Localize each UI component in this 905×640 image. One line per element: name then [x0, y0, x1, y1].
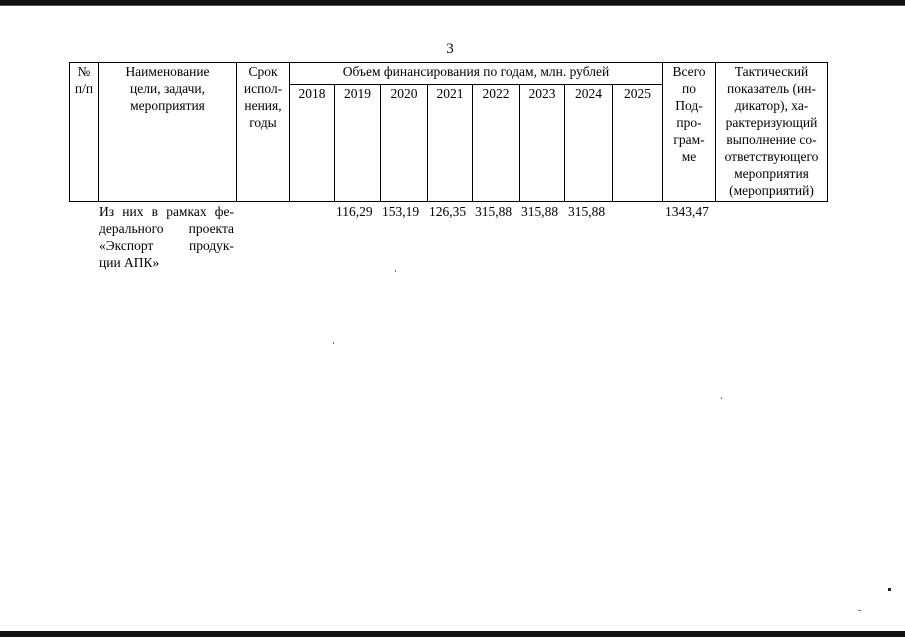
header-year-2021: 2021	[428, 85, 473, 202]
scan-speck	[858, 610, 861, 611]
table-row	[69, 200, 905, 300]
value-2021: 126,35	[429, 204, 467, 219]
header-total: Всего по Под- про- грам- ме	[663, 63, 716, 202]
value-2022: 315,88	[475, 204, 513, 219]
row-name	[99, 203, 234, 271]
page-number: 3	[446, 41, 454, 57]
scan-speck	[333, 342, 334, 344]
value-2019: 116,29	[336, 204, 373, 219]
scan-border-top	[0, 0, 905, 6]
header-year-2022: 2022	[473, 85, 520, 202]
header-year-2020: 2020	[381, 85, 428, 202]
header-year-2019: 2019	[335, 85, 381, 202]
header-term: Срок испол- нения, годы	[237, 63, 290, 202]
header-funding: Объем финансирования по годам, млн. рублей	[290, 63, 663, 85]
scan-border-bottom	[0, 631, 905, 637]
value-2020: 153,19	[382, 204, 420, 219]
row-name-line: дерального проекта	[99, 221, 234, 236]
scan-speck	[888, 588, 891, 591]
row-name-line: Из них в рамках фе-	[99, 204, 234, 219]
scan-speck	[721, 397, 722, 399]
scan-speck	[395, 270, 396, 272]
value-total: 1343,47	[665, 204, 709, 219]
header-number: № п/п	[70, 63, 99, 202]
header-year-2024: 2024	[565, 85, 613, 202]
header-indicator: Тактический показатель (ин- дикатор), ха- рактеризующий выполнение со- ответствующего мероприятия (мероприятий)	[716, 63, 828, 202]
row-name-line: ции АПК»	[99, 255, 160, 270]
value-2023: 315,88	[521, 204, 559, 219]
header-name: Наименование цели, задачи, мероприятия	[99, 63, 237, 202]
financing-table-header	[69, 62, 828, 202]
header-year-2025: 2025	[613, 85, 663, 202]
header-year-2018: 2018	[290, 85, 335, 202]
header-year-2023: 2023	[520, 85, 565, 202]
value-2024: 315,88	[568, 204, 606, 219]
row-name-line: «Экспорт продук-	[99, 238, 234, 253]
